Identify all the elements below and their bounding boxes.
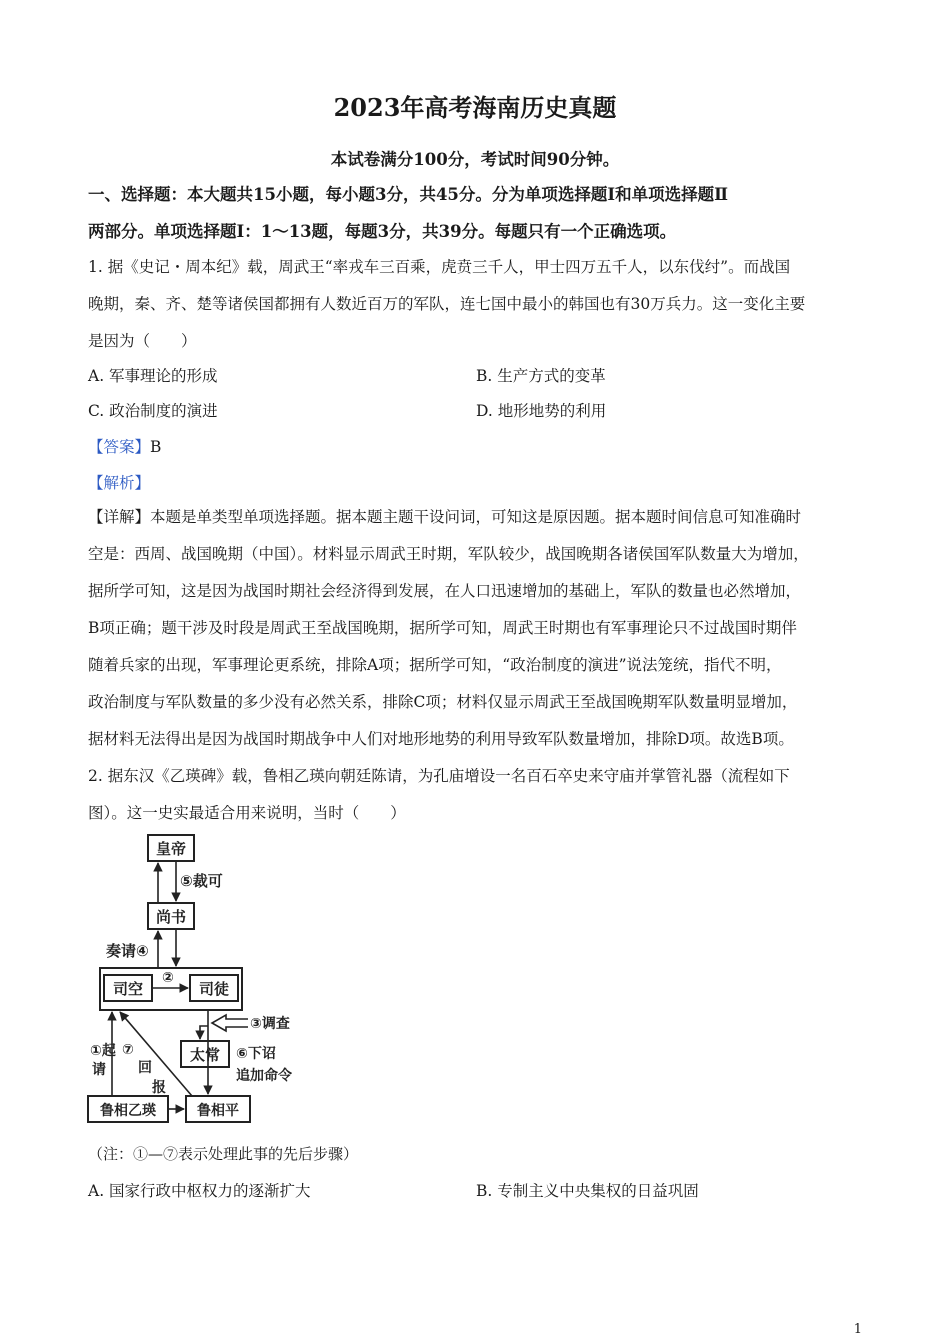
q2-option-b: B. 专制主义中央集权的日益巩固 [476, 1182, 699, 1200]
step2-label: ② [162, 970, 174, 986]
taichang-label: 太常 [189, 1046, 221, 1064]
q1-option-c: C. 政治制度的演进 [88, 402, 218, 420]
step4-label: 奏请④ [106, 942, 149, 960]
page-title: 2023年高考海南历史真题 [333, 93, 617, 122]
step1-label-b: 请 [92, 1062, 106, 1078]
q1-detail-line-5: 随着兵家的出现，军事理论更系统，排除A项；据所学可知，“政治制度的演进”说法笼统，指代不明， [88, 656, 782, 674]
q1-option-a: A. 军事理论的形成 [88, 367, 218, 385]
q1-detail-line-6: 政治制度与军队数量的多少没有必然关系，排除C项；材料仅显示周武王至战国晚期军队数量明显增加， [88, 693, 798, 711]
investigate-arrow [212, 1015, 248, 1031]
q1-detail-line-2: 空是：西周、战国晚期（中国）。材料显示周武王时期，军队较少，战国晚期各诸侯国军队数量大为增加， [88, 545, 809, 563]
q1-detail-line-3: 据所学可知，这是因为战国时期社会经济得到发展，在人口迅速增加的基础上，军队的数量也必然增加， [88, 582, 802, 600]
step7-label-c: 报 [152, 1080, 166, 1096]
sikong-label: 司空 [112, 980, 144, 998]
luxiang-ping-label: 鲁相平 [197, 1103, 239, 1119]
step1-label-a: ①起 [90, 1043, 116, 1059]
step5-label: ⑤裁可 [180, 872, 223, 890]
diagram-note: （注：①—⑦表示处理此事的先后步骤） [88, 1145, 359, 1163]
step6-label-a: ⑥下诏 [236, 1046, 276, 1062]
page-number: 1 [853, 1322, 862, 1337]
shangshu-label: 尚书 [155, 908, 187, 926]
answer-label: 【答案】 [88, 438, 151, 456]
answer-value: B [150, 438, 162, 456]
step3-label: ③调查 [250, 1016, 290, 1032]
analysis-label: 【解析】 [88, 474, 151, 492]
situ-label: 司徒 [198, 980, 230, 998]
step7-label-a: ⑦ [122, 1042, 134, 1058]
q1-detail-line-1: 【详解】本题是单类型单项选择题。据本题主题干设问词，可知这是原因题。据本题时间信息可知准确时 [88, 508, 802, 526]
exam-info: 本试卷满分100分，考试时间90分钟。 [330, 150, 620, 169]
detail-label: 【详解】 [88, 508, 151, 526]
section-heading-line-2: 两部分。单项选择题Ⅰ：1～13题，每题3分，共39分。每题只有一个正确选项。 [88, 222, 677, 241]
step7-label-b: 回 [138, 1060, 152, 1076]
q1-stem-line-2: 晚期，秦、齐、楚等诸侯国都拥有人数近百万的军队，连七国中最小的韩国也有30万兵力。这一变化主要 [88, 295, 806, 313]
luxiang-yiying-label: 鲁相乙瑛 [100, 1103, 156, 1119]
emperor-label: 皇帝 [155, 840, 187, 858]
q2-stem-line-1: 2. 据东汉《乙瑛碑》载，鲁相乙瑛向朝廷陈请，为孔庙增设一名百石卒史来守庙并掌管礼器（流程如下 [88, 767, 790, 785]
q1-stem-line-1: 1. 据《史记・周本纪》载，周武王“率戎车三百乘，虎贲三千人，甲士四万五千人，以东伐纣”。而战国 [88, 258, 791, 276]
q1-detail-line-7: 据材料无法得出是因为战国时期战争中人们对地形地势的利用导致军队数量增加，排除D项。故选B项。 [88, 730, 794, 748]
q1-stem-line-3: 是因为（ ） [88, 332, 197, 350]
q1-option-d: D. 地形地势的利用 [476, 402, 607, 420]
q1-option-b: B. 生产方式的变革 [476, 367, 606, 385]
q1-detail-line-4: B项正确；题干涉及时段是周武王至战国晚期，据所学可知，周武王时期也有军事理论只不过战国时期伴 [88, 619, 797, 637]
arrow-to-taichang [200, 1026, 208, 1039]
q1-answer [88, 435, 161, 457]
q2-option-a: A. 国家行政中枢权力的逐渐扩大 [88, 1182, 311, 1200]
section-heading-line-1: 一、选择题：本大题共15小题，每小题3分，共45分。分为单项选择题Ⅰ和单项选择题Ⅱ [88, 185, 729, 204]
step6-label-b: 追加命令 [236, 1068, 292, 1084]
q2-stem-line-2: 图）。这一史实最适合用来说明，当时（ ） [88, 804, 406, 822]
process-flow-diagram [80, 830, 320, 1130]
